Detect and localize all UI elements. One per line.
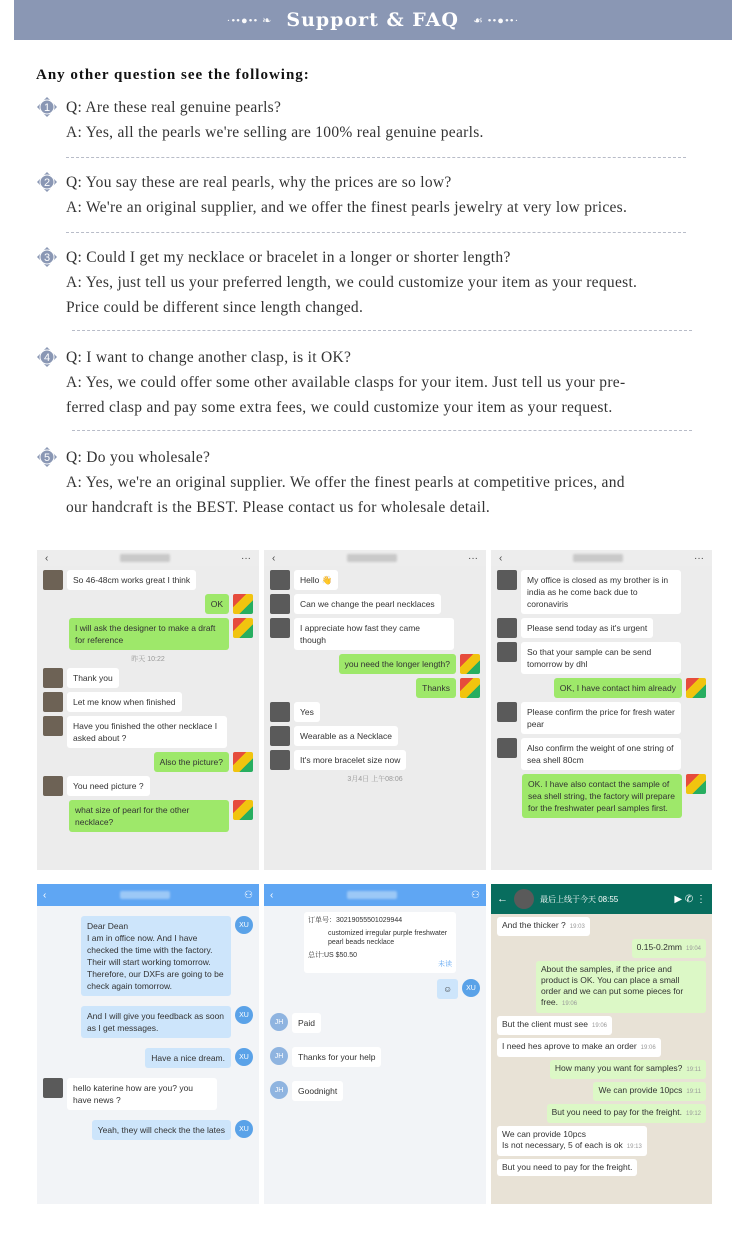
- chat-message: [270, 594, 480, 614]
- avatar: XU: [462, 979, 480, 997]
- chat-screenshot-1: [37, 550, 259, 870]
- message-bubble: And I will give you feedback as soon as I get messages.: [81, 1006, 231, 1038]
- avatar: JH: [270, 1047, 288, 1065]
- back-icon[interactable]: ‹: [45, 552, 49, 564]
- faq-question: Q: You say these are real pearls, why the prices are so low?: [66, 174, 452, 191]
- chat-message: [497, 702, 706, 734]
- faq-answer-line: A: We're an original supplier, and we offer the finest pearls jewelry at very low prices.: [66, 199, 628, 216]
- chat-screenshot-5: [264, 884, 486, 1204]
- message-text: I need hes aprove to make an order: [502, 1041, 637, 1051]
- message-time: 19:12: [685, 1111, 701, 1117]
- message-bubble: So 46-48cm works great I think: [67, 570, 196, 590]
- message-bubble: Please confirm the price for fresh water pear: [521, 702, 681, 734]
- message-bubble: My office is closed as my brother is in india as he come back due to coronaviris: [521, 570, 681, 614]
- chat-message: [270, 678, 480, 698]
- avatar: [497, 618, 517, 638]
- user-icon[interactable]: ⚇: [244, 889, 253, 901]
- dashed-divider: [66, 232, 686, 233]
- blurred-contact-name: [120, 891, 170, 899]
- faq-question: Q: Could I get my necklace or bracelet in a longer or shorter length?: [66, 249, 511, 266]
- message-bubble: OK, I have contact him already: [554, 678, 682, 698]
- faq-answer-line: our handcraft is the BEST. Please contact us for wholesale detail.: [66, 499, 491, 516]
- message-bubble: [632, 939, 706, 958]
- chat-message: [497, 678, 706, 698]
- faq-intro: Any other question see the following:: [36, 67, 310, 83]
- avatar: [686, 774, 706, 794]
- message-bubble: [497, 1016, 612, 1035]
- message-bubble: Dear Dean I am in office now. And I have checked the time with the factory. Their will start working tomorrow. Therefore, our DXFs are going to be check again tomorrow.: [81, 916, 231, 996]
- message-bubble: hello katerine how are you? you have news ?: [67, 1078, 217, 1110]
- more-icon[interactable]: ···: [468, 552, 478, 564]
- right-ornament: ☙ ••●••·: [472, 14, 520, 27]
- message-bubble: Can we change the pearl necklaces: [294, 594, 441, 614]
- avatar: [233, 594, 253, 614]
- banner-title: Support & FAQ: [286, 9, 459, 31]
- more-icon[interactable]: ···: [694, 552, 704, 564]
- message-bubble: [550, 1060, 706, 1079]
- chat-message: [270, 1047, 480, 1067]
- message-bubble: Yes: [294, 702, 320, 722]
- chat-header: [491, 884, 712, 914]
- avatar: [497, 738, 517, 758]
- read-status: 未读: [438, 961, 452, 968]
- back-icon[interactable]: ‹: [270, 889, 274, 901]
- message-time: 19:06: [592, 1023, 608, 1029]
- message-time: 19:03: [569, 924, 585, 930]
- faq-item: [36, 95, 716, 145]
- message-bubble: I appreciate how fast they came though: [294, 618, 454, 650]
- message-bubble: what size of pearl for the other necklace?: [69, 800, 229, 832]
- message-bubble: Thank you: [67, 668, 119, 688]
- avatar: XU: [235, 916, 253, 934]
- message-text: We can provide 10pcs: [598, 1085, 683, 1095]
- chat-message: [43, 1048, 253, 1068]
- blurred-contact-name: [347, 554, 397, 562]
- chat-message: [43, 800, 253, 832]
- faq-item: [36, 345, 716, 420]
- message-bubble: [547, 1104, 706, 1123]
- message-time: 19:11: [686, 1089, 701, 1095]
- chat-topbar: [491, 550, 712, 566]
- chat-message: [43, 1006, 253, 1038]
- avatar: [514, 889, 534, 909]
- avatar: [686, 678, 706, 698]
- avatar: [43, 692, 63, 712]
- chat-message: [270, 750, 480, 770]
- avatar: [43, 570, 63, 590]
- message-bubble: It's more bracelet size now: [294, 750, 406, 770]
- avatar: [270, 726, 290, 746]
- chat-header: [37, 884, 259, 906]
- message-text: We can provide 10pcs Is not necessary, 5 of each is ok: [502, 1129, 623, 1150]
- user-icon[interactable]: ⚇: [471, 889, 480, 901]
- avatar: [270, 702, 290, 722]
- badge-number: 2: [43, 177, 51, 189]
- chat-message: [497, 642, 706, 674]
- chat-timestamp: 3月4日 上午08:06: [347, 776, 403, 783]
- avatar: JH: [270, 1081, 288, 1099]
- avatar: [270, 618, 290, 638]
- faq-answer-line: A: Yes, just tell us your preferred length, we could customize your item as your request.: [66, 274, 638, 291]
- order-card[interactable]: [304, 912, 456, 973]
- avatar: [43, 1078, 63, 1098]
- message-bubble: Let me know when finished: [67, 692, 182, 712]
- blurred-contact-name: [573, 554, 623, 562]
- chat-topbar: [37, 550, 259, 566]
- blurred-contact-name: [347, 891, 397, 899]
- faq-answer-line: ferred clasp and pay some extra fees, we could customize your item as your request.: [66, 399, 613, 416]
- message-bubble: [497, 1159, 637, 1176]
- chat-message: [43, 1078, 253, 1110]
- faq-answer-line: A: Yes, we're an original supplier. We offer the finest pearls at competitive prices, and: [66, 474, 625, 491]
- faq-answer-line: A: Yes, all the pearls we're selling are 100% real genuine pearls.: [66, 124, 484, 141]
- message-bubble: Thanks: [416, 678, 456, 698]
- dashed-divider: [72, 430, 692, 431]
- faq-question: Q: I want to change another clasp, is it OK?: [66, 349, 352, 366]
- chat-message: [43, 752, 253, 772]
- message-bubble: [593, 1082, 706, 1101]
- more-icon[interactable]: ···: [241, 552, 251, 564]
- message-bubble: Paid: [292, 1013, 321, 1033]
- last-seen: 最后上线于今天 08:55: [540, 894, 619, 904]
- message-bubble: OK. I have also contact the sample of sea shell string, the factory will prepare for the freshwater pearl samples first.: [522, 774, 682, 818]
- avatar: [497, 642, 517, 662]
- faq-question: Q: Do you wholesale?: [66, 449, 211, 466]
- message-bubble: [536, 961, 706, 1013]
- chat-message: [43, 1120, 253, 1140]
- avatar: [43, 668, 63, 688]
- message-bubble: [497, 1038, 661, 1057]
- avatar: [270, 750, 290, 770]
- chat-message: [270, 702, 480, 722]
- chat-message: [270, 1013, 480, 1033]
- chat-message: [43, 668, 253, 688]
- chat-message: [270, 654, 480, 674]
- badge-number: 3: [43, 252, 51, 264]
- badge-number: 4: [43, 352, 51, 364]
- back-icon[interactable]: ‹: [272, 552, 276, 564]
- faq-item: [36, 170, 716, 220]
- chat-topbar: [264, 550, 486, 566]
- badge-number: 1: [43, 102, 51, 114]
- number-badge-icon: [36, 171, 58, 193]
- smile-icon: ☺: [437, 979, 458, 999]
- message-text: How many you want for samples?: [554, 1063, 683, 1073]
- avatar: [497, 570, 517, 590]
- message-bubble: Please send today as it's urgent: [521, 618, 653, 638]
- chat-screenshot-4: [37, 884, 259, 1204]
- avatar: [497, 702, 517, 722]
- avatar: XU: [235, 1006, 253, 1024]
- order-number: 订单号：30219055501029944: [308, 917, 403, 924]
- faq-item: [36, 445, 716, 520]
- message-text: But you need to pay for the freight.: [551, 1107, 682, 1117]
- message-bubble: [497, 917, 590, 936]
- number-badge-icon: [36, 246, 58, 268]
- avatar: [460, 678, 480, 698]
- chat-screenshot-2: [264, 550, 486, 870]
- left-ornament: ·••●•• ❧: [226, 14, 273, 27]
- chat-message: [43, 594, 253, 614]
- product-name: customized irregular purple freshwater pearl beads necklace: [328, 930, 448, 946]
- back-icon[interactable]: ‹: [499, 552, 503, 564]
- emoji-message: [270, 979, 480, 999]
- message-text: But the client must see: [502, 1019, 588, 1029]
- chat-message: [497, 774, 706, 818]
- message-bubble: Hello 👋: [294, 570, 338, 590]
- call-icons[interactable]: ▶ ✆ ⋮: [674, 893, 706, 905]
- message-bubble: I will ask the designer to make a draft for reference: [69, 618, 229, 650]
- chat-message: [270, 618, 480, 650]
- chat-message: [43, 692, 253, 712]
- chat-timestamp: 昨天 10:22: [131, 656, 165, 663]
- chat-message: [270, 570, 480, 590]
- message-bubble: you need the longer length?: [339, 654, 456, 674]
- order-total: 总计:US $50.50: [308, 952, 358, 959]
- avatar: [233, 800, 253, 820]
- message-bubble: [497, 1126, 647, 1156]
- section-banner: [14, 0, 732, 40]
- avatar: XU: [235, 1120, 253, 1138]
- message-bubble: Have a nice dream.: [145, 1048, 231, 1068]
- chat-message: [43, 716, 253, 748]
- message-bubble: OK: [205, 594, 229, 614]
- blurred-contact-name: [120, 554, 170, 562]
- chat-header: [264, 884, 486, 906]
- message-bubble: So that your sample can be send tomorrow by dhl: [521, 642, 681, 674]
- message-bubble: Wearable as a Necklace: [294, 726, 398, 746]
- message-bubble: Thanks for your help: [292, 1047, 381, 1067]
- message-time: 19:06: [640, 1045, 656, 1051]
- chat-screenshot-3: [491, 550, 712, 870]
- avatar: [233, 752, 253, 772]
- message-bubble: Yeah, they will check the the lates: [92, 1120, 231, 1140]
- number-badge-icon: [36, 96, 58, 118]
- message-text: 0.15-0.2mm: [636, 942, 682, 952]
- message-text: And the thicker ?: [502, 920, 566, 930]
- chat-message: [43, 916, 253, 996]
- back-icon[interactable]: ←: [497, 893, 508, 905]
- message-text: About the samples, if the price and product is OK. You can place a small order and we can put some pieces for free.: [541, 964, 684, 1007]
- dashed-divider: [72, 330, 692, 331]
- dashed-divider: [66, 157, 686, 158]
- avatar: XU: [235, 1048, 253, 1066]
- badge-number: 5: [43, 452, 51, 464]
- faq-answer-line: A: Yes, we could offer some other available clasps for your item. Just tell us your pre-: [66, 374, 626, 391]
- avatar: [43, 776, 63, 796]
- message-text: But you need to pay for the freight.: [502, 1162, 633, 1172]
- chat-message: [497, 618, 706, 638]
- chat-message: [497, 570, 706, 614]
- chat-screenshot-6: [491, 884, 712, 1204]
- chat-message: [497, 738, 706, 770]
- avatar: [270, 594, 290, 614]
- avatar: [233, 618, 253, 638]
- message-time: 19:13: [626, 1144, 642, 1150]
- chat-message: [43, 570, 253, 590]
- avatar: [460, 654, 480, 674]
- message-bubble: You need picture ?: [67, 776, 150, 796]
- message-bubble: Have you finished the other necklace I asked about ?: [67, 716, 227, 748]
- message-time: 19:04: [685, 946, 701, 952]
- number-badge-icon: [36, 346, 58, 368]
- message-bubble: Also the picture?: [154, 752, 229, 772]
- back-icon[interactable]: ‹: [43, 889, 47, 901]
- avatar: JH: [270, 1013, 288, 1031]
- message-bubble: Goodnight: [292, 1081, 343, 1101]
- number-badge-icon: [36, 446, 58, 468]
- message-bubble: Also confirm the weight of one string of sea shell 80cm: [521, 738, 681, 770]
- chat-message: [43, 776, 253, 796]
- message-time: 19:11: [686, 1067, 701, 1073]
- avatar: [43, 716, 63, 736]
- chat-message: [43, 618, 253, 650]
- faq-answer-line: Price could be different since length changed.: [66, 299, 364, 316]
- chat-message: [270, 1081, 480, 1101]
- faq-item: [36, 245, 716, 320]
- chat-message: [270, 726, 480, 746]
- avatar: [270, 570, 290, 590]
- faq-question: Q: Are these real genuine pearls?: [66, 99, 282, 116]
- message-time: 19:06: [562, 1001, 578, 1007]
